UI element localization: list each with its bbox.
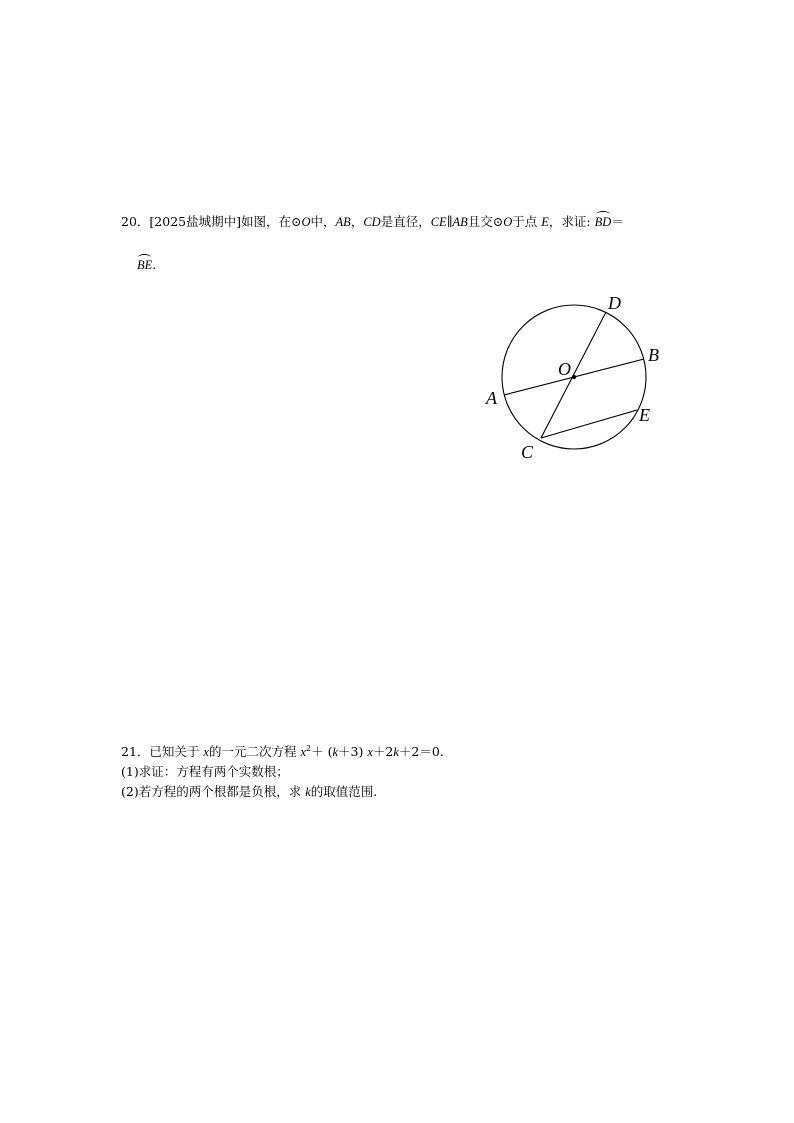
label-o: O bbox=[558, 359, 571, 379]
q20-segment-ab: AB bbox=[452, 215, 468, 229]
parallel-symbol: ∥ bbox=[446, 214, 453, 229]
q20-text: 中， bbox=[310, 214, 336, 229]
q21-part2-text: 的取值范围. bbox=[310, 784, 378, 799]
q21-dot: ． bbox=[136, 744, 150, 759]
circle-diagram bbox=[480, 286, 680, 466]
q21-text: ＋2＝0. bbox=[398, 744, 444, 759]
q21-var-x: x bbox=[300, 745, 307, 759]
q21-statement bbox=[121, 744, 444, 760]
arc-be: BE bbox=[137, 258, 153, 272]
q21-text: 的一元二次方程 bbox=[208, 744, 301, 759]
label-c: C bbox=[521, 442, 534, 462]
q21-part1 bbox=[121, 764, 289, 780]
q21-var-x: x bbox=[367, 745, 373, 759]
q20-dot: ． bbox=[136, 214, 150, 229]
center-point bbox=[572, 375, 576, 379]
q21-var-k: k bbox=[393, 745, 399, 759]
q21-text: ＋3) bbox=[338, 744, 368, 759]
q20-text: 如图，在⊙ bbox=[241, 214, 302, 229]
q20-segment-cd: CD bbox=[363, 215, 381, 229]
q21-var-x: x bbox=[203, 745, 209, 759]
q20-segment-ce: CE bbox=[430, 215, 447, 229]
q20-statement-line2 bbox=[137, 257, 156, 273]
equals-sign: ＝ bbox=[611, 214, 624, 229]
q20-text: ， bbox=[350, 214, 364, 229]
q20-text: ，求证: bbox=[548, 214, 595, 229]
label-d: D bbox=[608, 293, 621, 313]
q20-text: 是直径， bbox=[380, 214, 431, 229]
label-b: B bbox=[648, 345, 659, 365]
q20-segment-ab: AB bbox=[335, 215, 351, 229]
q21-part2 bbox=[121, 784, 377, 800]
q21-var-k: k bbox=[332, 745, 339, 759]
q20-number: 20 bbox=[121, 214, 137, 229]
q21-part1-text: (1)求证：方程有两个实数根； bbox=[121, 764, 289, 779]
q20-text: 且交⊙ bbox=[467, 214, 504, 229]
arc-bd: BD bbox=[594, 215, 612, 229]
q20-text: 于点 bbox=[512, 214, 542, 229]
q21-text: ＋2 bbox=[372, 744, 394, 759]
q21-exponent: 2 bbox=[306, 744, 312, 753]
q21-text: ＋ ( bbox=[311, 744, 333, 759]
q20-period: . bbox=[152, 257, 157, 272]
q21-text: 已知关于 bbox=[149, 744, 204, 759]
q20-circle-o: O bbox=[503, 215, 513, 229]
chord-ce bbox=[541, 410, 637, 438]
q20-point-e: E bbox=[541, 215, 549, 229]
label-a: A bbox=[486, 388, 497, 408]
q21-var-k: k bbox=[305, 785, 311, 799]
q21-part2-text: (2)若方程的两个根都是负根，求 bbox=[121, 784, 306, 799]
q20-source: [2025盐城期中] bbox=[149, 214, 241, 229]
q20-circle-o: O bbox=[301, 215, 311, 229]
q20-statement-line1 bbox=[121, 214, 624, 230]
q21-number: 21 bbox=[121, 744, 137, 759]
label-e: E bbox=[639, 405, 650, 425]
